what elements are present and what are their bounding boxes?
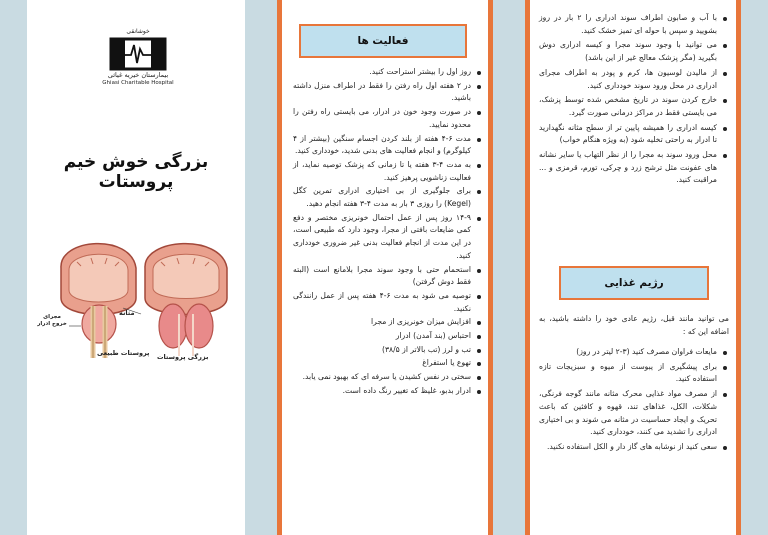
list-item: محل ورود سوند به مجرا را از نظر التهاب یا سایر نشانه های عفونت مثل ترشح زرد و چرکی، تورم، قرمزی و ... مراقبت کنید. — [539, 149, 729, 187]
accent-stripe — [488, 0, 493, 535]
list-item: در صورت وجود خون در ادرار، می بایستی راه رفتن را محدود نمایید. — [293, 106, 483, 131]
catheter-care-list — [539, 12, 729, 189]
label-enlarged-prostate: بزرگی پروستات — [157, 353, 209, 361]
label-bladder: مثانه — [119, 309, 135, 317]
hospital-name-en: Ghiasi Charitable Hospital — [102, 80, 174, 86]
list-item: تهوع یا استفراغ — [293, 357, 483, 370]
accent-stripe — [525, 0, 530, 535]
list-item: کیسه ادراری را همیشه پایین تر از سطح مثانه نگهدارید تا ادرار به راحتی تخلیه شود (به ویژه هنگام خواب) — [539, 122, 729, 147]
logo-top-text: خوشانقی — [126, 28, 150, 35]
diet-intro: می توانید مانند قبل، رژیم عادی خود را داشته باشید، به اضافه این که : — [539, 314, 729, 336]
list-item: به مدت ۴-۳ هفته یا تا زمانی که پزشک توصیه نماید، از فعالیت زناشویی پرهیز کنید. — [293, 159, 483, 184]
list-item: تب و لرز (تب بالاتر از ۳۸/۵) — [293, 344, 483, 357]
list-item: در ۲ هفته اول راه رفتن را فقط در اطراف منزل داشته باشید. — [293, 80, 483, 105]
list-item: استحمام حتی با وجود سوند مجرا بلامانع است (البته فقط دوش گرفتن) — [293, 264, 483, 289]
label-urethra: مجرای خروج ادرار — [37, 314, 67, 327]
enlarged-prostate-figure — [145, 244, 227, 356]
accent-stripe — [736, 0, 741, 535]
label-normal-prostate: پروستات طبیعی — [97, 349, 150, 357]
list-item: احتباس (بند آمدن) ادرار — [293, 330, 483, 343]
list-item: سعی کنید از نوشابه های گاز دار و الکل استفاده نکنید. — [539, 441, 729, 454]
list-item: از مالیدن لوسیون ها، کرم و پودر به اطراف مجرای ادراری در محل ورود سوند خودداری کنید. — [539, 67, 729, 92]
hospital-emblem-icon — [109, 37, 167, 71]
list-item: می توانید با وجود سوند مجرا و کیسه ادراری دوش بگیرید (مگر پزشک معالج غیر از این باشد) — [539, 39, 729, 64]
list-item: از مصرف مواد غذایی محرک مثانه مانند گوجه فرنگی، شکلات، الکل، غذاهای تند، قهوه و کافئین که باعث تحریک و ایجاد حساسیت در مثانه می شوند و بی اختیاری ادراری را تشدید می کنند، خودداری کنید. — [539, 388, 729, 439]
list-item: افزایش میزان خونریزی از مجرا — [293, 316, 483, 329]
activity-heading: فعالیت ها — [299, 24, 467, 58]
activity-list — [293, 66, 483, 399]
list-item: مدت ۶-۴ هفته از بلند کردن اجسام سنگین (بیشتر از ۴ کیلوگرم) و انجام فعالیت های بدنی شدید، خودداری کنید. — [293, 133, 483, 158]
list-item: روز اول را بیشتر استراحت کنید. — [293, 66, 483, 79]
list-item: مایعات فراوان مصرف کنید (۳-۲ لیتر در روز) — [539, 346, 729, 359]
cover-panel — [27, 0, 245, 535]
diet-heading: رژیم غذایی — [559, 266, 709, 300]
normal-prostate-figure — [61, 244, 136, 358]
hospital-name-fa: بیمارستان خیریه غیاثی — [107, 71, 169, 79]
list-item: برای پیشگیری از یبوست از میوه و سبزیجات تازه استفاده کنید. — [539, 361, 729, 386]
accent-stripe — [277, 0, 282, 535]
list-item: سختی در نفس کشیدن یا سرفه ای که بهبود نمی یابد. — [293, 371, 483, 384]
list-item: توصیه می شود به مدت ۶-۴ هفته پس از عمل رانندگی نکنید. — [293, 290, 483, 315]
list-item: ادرار بدبو، غلیظ که تغییر رنگ داده است. — [293, 385, 483, 398]
list-item: ۱۴-۹ روز پس از عمل احتمال خونریزی مختصر و دفع کمی ضایعات بافتی از مجرا، وجود دارد که طبیعی است، در این مدت از انجام فعالیت بدنی غیر ضروری خودداری کنید. — [293, 212, 483, 263]
hospital-logo — [103, 28, 173, 96]
prostate-illustration — [41, 228, 237, 366]
list-item: با آب و صابون اطراف سوند ادراری را ۲ بار در روز بشویید و سپس با حوله ای تمیز خشک کنید. — [539, 12, 729, 37]
diet-list — [539, 346, 729, 456]
care-diet-panel — [525, 0, 741, 535]
list-item: برای جلوگیری از بی اختیاری ادراری تمرین کگل (Kegel) را روزی ۳ بار به مدت ۴-۳ هفته انجام دهید. — [293, 185, 483, 210]
activity-panel — [277, 0, 493, 535]
list-item: خارج کردن سوند در تاریخ مشخص شده توسط پزشک، می بایستی فقط در مراکز درمانی صورت گیرد. — [539, 94, 729, 119]
brochure-title: بزرگی خوش خیم پروستات — [63, 152, 209, 192]
